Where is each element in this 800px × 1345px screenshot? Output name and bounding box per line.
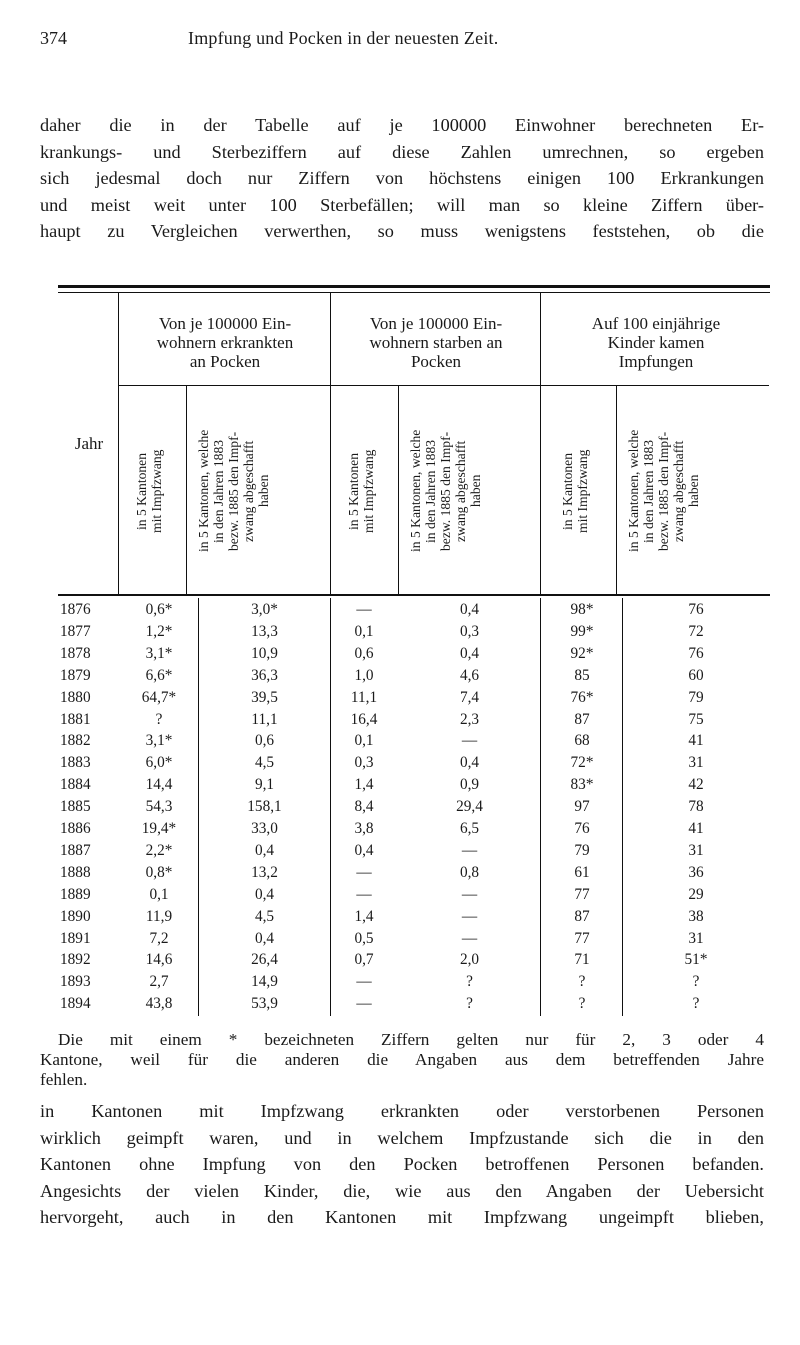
row-year: 1884 xyxy=(60,776,91,794)
table-cell: 0,1 xyxy=(354,622,374,640)
column-rule xyxy=(398,386,399,595)
table-cell: 13,2 xyxy=(251,863,278,881)
row-year: 1881 xyxy=(60,710,91,728)
table-cell: 87 xyxy=(574,907,590,925)
table-cell: 0,4 xyxy=(254,841,275,859)
text-line: sich jedesmal doch nur Ziffern von höchstens einigen 100 Erkrankungen xyxy=(40,168,764,189)
subheader-compulsory xyxy=(346,395,376,587)
row-year: 1878 xyxy=(60,644,91,662)
subheader-compulsory xyxy=(560,395,590,587)
table-cell: 2,3 xyxy=(459,710,480,728)
table-cell: 75 xyxy=(688,710,704,728)
subheader-line: mit Impfzwang xyxy=(149,449,164,533)
text-line: und meist weit unter 100 Sterbefällen; will man so kleine Ziffern über- xyxy=(40,194,764,215)
table-cell: 85 xyxy=(574,666,590,684)
row-year: 1880 xyxy=(60,688,91,706)
table-cell: 68 xyxy=(574,732,590,750)
table-cell: 98* xyxy=(570,601,594,618)
table-cell: — xyxy=(461,885,478,903)
page-number: 374 xyxy=(40,28,67,48)
table-cell: 43,8 xyxy=(145,995,173,1013)
table-cell: 10,9 xyxy=(251,644,278,662)
table-cell: 31 xyxy=(688,929,704,947)
table-cell: — xyxy=(356,995,372,1013)
footnote-line: Kantone, weil für die anderen die Angaben aus dem betreffenden Jahre xyxy=(40,1050,764,1069)
table-cell: 97 xyxy=(574,798,590,816)
table-cell: 99* xyxy=(570,622,594,640)
table-cell: 0,4 xyxy=(459,754,480,772)
table-cell: 0,4 xyxy=(354,841,374,859)
table-cell: 1,4 xyxy=(354,907,374,925)
subheader-line: in 5 Kantonen, welche xyxy=(196,429,211,553)
table-cell: 79 xyxy=(688,688,704,706)
table-cell: — xyxy=(356,885,372,903)
table-cell: 31 xyxy=(688,754,704,772)
footnote-line: Die mit einem * bezeichneten Ziffern gelten nur für 2, 3 oder 4 xyxy=(58,1030,764,1049)
table-cell: 2,2* xyxy=(145,841,173,859)
subheader-line: haben xyxy=(686,474,701,508)
table-cell: 0,4 xyxy=(254,929,275,947)
text-line: wirklich geimpft waren, und in welchem Impfzustande sich die in den xyxy=(40,1127,764,1148)
subheader-abolished xyxy=(408,392,483,590)
table-cell: 0,3 xyxy=(459,622,480,640)
table-cell: 0,8* xyxy=(145,863,173,881)
subheader-line: bezw. 1885 den Impf- xyxy=(438,431,453,551)
table-cell: 7,4 xyxy=(459,688,480,706)
row-year: 1892 xyxy=(60,951,91,969)
table-cell: 36,3 xyxy=(251,666,278,684)
table-cell: 11,9 xyxy=(145,907,173,925)
table-cell: 26,4 xyxy=(251,951,278,969)
row-year: 1886 xyxy=(60,820,91,837)
table-cell: 72 xyxy=(688,622,704,640)
row-year: 1883 xyxy=(60,754,91,772)
group-header-line: Pocken xyxy=(410,352,462,371)
table-cell: 3,1* xyxy=(145,644,173,662)
table-cell: 2,7 xyxy=(149,973,169,991)
table-cell: 72* xyxy=(570,754,594,772)
table-cell: — xyxy=(356,863,372,881)
table-cell: ? xyxy=(578,973,586,991)
table-cell: 8,4 xyxy=(354,798,374,816)
table-cell: 0,4 xyxy=(459,601,480,618)
table-cell: 158,1 xyxy=(247,798,282,816)
row-year: 1893 xyxy=(60,973,91,991)
table-cell: 1,2* xyxy=(145,622,173,640)
subheader-line: mit Impfzwang xyxy=(361,449,376,533)
table-cell: 38 xyxy=(688,907,704,925)
subheader-line: haben xyxy=(256,474,271,508)
footnote-line: fehlen. xyxy=(40,1070,88,1089)
table-top-rule xyxy=(58,285,770,288)
table-cell: 4,5 xyxy=(254,907,275,925)
table-cell: 6,6* xyxy=(145,666,173,684)
table-cell: 33,0 xyxy=(251,820,278,837)
text-line: daher die in der Tabelle auf je 100000 Einwohner berechneten Er- xyxy=(40,115,764,135)
table-footnote xyxy=(40,1030,764,1090)
table-cell: 4,5 xyxy=(254,754,275,772)
table-cell: 53,9 xyxy=(251,995,278,1013)
text-line: Kantonen ohne Impfung von den Pocken betroffenen Personen befanden. xyxy=(40,1154,764,1175)
table-cell: 7,2 xyxy=(149,929,169,947)
table-cell: 0,6 xyxy=(254,732,275,750)
subheader-line: in den Jahren 1883 xyxy=(423,439,438,543)
group-header-line: an Pocken xyxy=(189,352,261,371)
table-cell: — xyxy=(356,973,372,991)
table-cell: 0,5 xyxy=(354,929,374,947)
subheader-line: in 5 Kantonen xyxy=(134,452,149,530)
row-year: 1879 xyxy=(60,666,91,684)
table-cell: 4,6 xyxy=(459,666,480,684)
group-header-vaccinations xyxy=(541,314,771,371)
table-cell: 9,1 xyxy=(254,776,275,794)
subheader-line: in 5 Kantonen xyxy=(560,452,575,530)
table-cell: 13,3 xyxy=(251,622,278,640)
table-cell: — xyxy=(461,929,478,947)
table-cell: 78 xyxy=(688,798,704,816)
table-cell: 0,4 xyxy=(254,885,275,903)
table-cell: 64,7* xyxy=(141,688,177,706)
row-year: 1889 xyxy=(60,885,91,903)
header-bottom-rule xyxy=(58,594,770,596)
table-cell: 29,4 xyxy=(456,798,483,816)
table-cell: 76 xyxy=(574,820,590,837)
row-year: 1877 xyxy=(60,622,91,640)
group-header-cases xyxy=(120,314,330,371)
subheader-line: bezw. 1885 den Impf- xyxy=(656,431,671,551)
table-cell: ? xyxy=(578,995,586,1013)
subheader-line: zwang abgeschafft xyxy=(453,440,468,542)
group-header-rule xyxy=(119,385,769,386)
subheader-line: in 5 Kantonen, welche xyxy=(626,429,641,553)
table-cell: 3,0* xyxy=(251,601,278,618)
group-header-line: Kinder kamen xyxy=(607,333,705,352)
table-cell: 29 xyxy=(688,885,704,903)
running-title: Impfung und Pocken in der neuesten Zeit. xyxy=(188,28,499,48)
table-cell: 51* xyxy=(684,951,708,969)
subheader-line: zwang abgeschafft xyxy=(671,440,686,542)
group-header-line: Impfungen xyxy=(618,352,694,371)
table-cell: 60 xyxy=(688,666,704,684)
intro-paragraph xyxy=(40,112,764,245)
table-cell: 76 xyxy=(688,644,704,662)
table-cell: ? xyxy=(466,995,473,1013)
group-header-line: Auf 100 einjährige xyxy=(591,314,721,333)
table-cell: 11,1 xyxy=(350,688,378,706)
table-cell: 76 xyxy=(688,601,704,618)
table-cell: 14,6 xyxy=(145,951,173,969)
group-header-line: wohnern erkrankten xyxy=(156,333,294,352)
table-cell: ? xyxy=(692,973,700,991)
table-cell: 77 xyxy=(574,885,590,903)
table-cell: 87 xyxy=(574,710,590,728)
table-cell: 1,4 xyxy=(354,776,374,794)
row-year: 1888 xyxy=(60,863,91,881)
group-header-line: wohnern starben an xyxy=(369,333,503,352)
page-header xyxy=(40,28,760,54)
row-year: 1891 xyxy=(60,929,91,947)
table-cell: 41 xyxy=(688,732,704,750)
table-cell: 0,1 xyxy=(149,885,169,903)
row-year: 1890 xyxy=(60,907,91,925)
subheader-line: zwang abgeschafft xyxy=(241,440,256,542)
row-year: 1885 xyxy=(60,798,91,816)
table-cell: 14,4 xyxy=(145,776,173,794)
table-cell: 76* xyxy=(570,688,594,706)
subheader-abolished xyxy=(196,392,271,590)
subheader-abolished xyxy=(626,392,701,590)
row-year: 1894 xyxy=(60,995,91,1013)
table-cell: 0,6 xyxy=(354,644,374,662)
subheader-line: haben xyxy=(468,474,483,508)
table-cell: ? xyxy=(155,710,163,728)
subheader-line: mit Impfzwang xyxy=(575,449,590,533)
table-cell: 2,0 xyxy=(459,951,480,969)
subheader-line: in 5 Kantonen, welche xyxy=(408,429,423,553)
subheader-line: in den Jahren 1883 xyxy=(641,439,656,543)
table-cell: 0,4 xyxy=(459,644,480,662)
table-cell: 36 xyxy=(688,863,704,881)
year-column-header: Jahr xyxy=(74,434,104,453)
table-cell: 0,6* xyxy=(145,601,173,618)
group-header-deaths xyxy=(331,314,541,371)
table-cell: 6,5 xyxy=(459,820,480,837)
row-year: 1876 xyxy=(60,601,91,618)
table-top-rule-thin xyxy=(58,292,770,293)
table-cell: 41 xyxy=(688,820,704,837)
table-cell: 0,1 xyxy=(354,732,374,750)
column-rule xyxy=(118,293,119,595)
table-cell: 42 xyxy=(688,776,704,794)
text-line: Angesichts der vielen Kinder, die, wie aus den Angaben der Uebersicht xyxy=(40,1180,764,1201)
row-year: 1882 xyxy=(60,732,91,750)
table-cell: 3,1* xyxy=(145,732,173,750)
subheader-line: in 5 Kantonen xyxy=(346,452,361,530)
table-cell: 16,4 xyxy=(350,710,378,728)
group-header-line: Von je 100000 Ein- xyxy=(369,314,503,333)
text-line: in Kantonen mit Impfzwang erkrankten oder verstorbenen Personen xyxy=(40,1101,764,1121)
table-cell: 39,5 xyxy=(251,688,278,706)
table-cell: 14,9 xyxy=(251,973,278,991)
row-year: 1887 xyxy=(60,841,91,859)
table-cell: 61 xyxy=(574,863,590,881)
table-cell: 0,9 xyxy=(459,776,480,794)
table-cell: — xyxy=(461,732,478,750)
column-rule xyxy=(186,386,187,595)
table-cell: 0,3 xyxy=(354,754,374,772)
table-cell: ? xyxy=(466,973,473,991)
table-cell: 19,4* xyxy=(141,820,177,837)
text-line: krankungs- und Sterbeziffern auf diese Zahlen umrechnen, so ergeben xyxy=(40,141,764,162)
table-cell: 6,0* xyxy=(145,754,173,772)
table-cell: 77 xyxy=(574,929,590,947)
text-line: hervorgeht, auch in den Kantonen mit Impfzwang ungeimpft blieben, xyxy=(40,1207,764,1228)
text-line: haupt zu Vergleichen verwerthen, so muss wenigstens feststehen, ob die xyxy=(40,221,764,242)
table-cell: 0,8 xyxy=(459,863,480,881)
table-cell: 11,1 xyxy=(251,710,278,728)
table-cell: 79 xyxy=(574,841,590,859)
subheader-line: in den Jahren 1883 xyxy=(211,439,226,543)
table-cell: 54,3 xyxy=(145,798,173,816)
closing-paragraph xyxy=(40,1098,764,1231)
column-rule xyxy=(616,386,617,595)
table-cell: 92* xyxy=(570,644,594,662)
subheader-line: bezw. 1885 den Impf- xyxy=(226,431,241,551)
table-cell: 83* xyxy=(570,776,594,794)
group-header-line: Von je 100000 Ein- xyxy=(158,314,292,333)
table-cell: — xyxy=(461,841,478,859)
table-cell: 1,0 xyxy=(354,666,374,684)
table-cell: 71 xyxy=(574,951,590,969)
table-cell: 0,7 xyxy=(354,951,374,969)
subheader-compulsory xyxy=(134,395,164,587)
table-cell: ? xyxy=(692,995,700,1013)
table-cell: — xyxy=(356,601,372,618)
table-cell: 3,8 xyxy=(354,820,374,837)
table-cell: — xyxy=(461,907,478,925)
table-cell: 31 xyxy=(688,841,704,859)
